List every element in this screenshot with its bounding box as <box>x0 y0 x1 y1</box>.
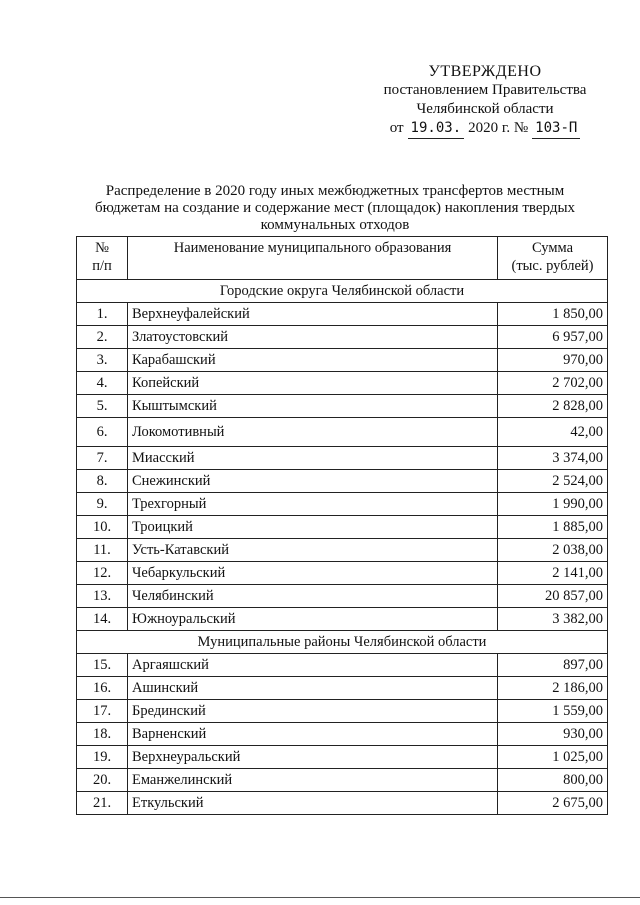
table-row <box>77 395 608 418</box>
row-amount: 930,00 <box>498 723 608 746</box>
row-amount: 897,00 <box>498 654 608 677</box>
row-number: 17. <box>77 700 128 723</box>
table-row <box>77 326 608 349</box>
row-number: 12. <box>77 562 128 585</box>
approval-date: 19.03. <box>408 119 465 139</box>
row-municipality: Верхнеуфалейский <box>128 303 498 326</box>
row-municipality: Златоустовский <box>128 326 498 349</box>
date-prefix: от <box>389 120 404 136</box>
row-number: 10. <box>77 516 128 539</box>
row-municipality: Миасский <box>128 447 498 470</box>
section-row <box>77 280 608 303</box>
row-amount: 2 038,00 <box>498 539 608 562</box>
row-number: 4. <box>77 372 128 395</box>
row-municipality: Чебаркульский <box>128 562 498 585</box>
row-amount: 2 675,00 <box>498 792 608 815</box>
header-num-line-1: № <box>95 240 109 256</box>
row-municipality: Трехгорный <box>128 493 498 516</box>
table-row <box>77 447 608 470</box>
table-row <box>77 654 608 677</box>
approval-line-1: постановлением Правительства <box>383 82 587 98</box>
row-municipality: Аргаяшский <box>128 654 498 677</box>
header-sum-line-2: (тыс. рублей) <box>511 258 594 274</box>
approval-number: 103-П <box>532 119 580 139</box>
row-number: 21. <box>77 792 128 815</box>
approval-stamp: УТВЕРЖДЕНО <box>428 63 542 80</box>
row-amount: 2 702,00 <box>498 372 608 395</box>
section-row <box>77 631 608 654</box>
distribution-table <box>76 236 608 815</box>
table-row <box>77 585 608 608</box>
row-municipality: Варненский <box>128 723 498 746</box>
table-row <box>77 677 608 700</box>
table-row <box>77 792 608 815</box>
title-line-2: бюджетам на создание и содержание мест (площадок) накопления твердых <box>94 200 576 216</box>
row-number: 20. <box>77 769 128 792</box>
row-municipality: Ашинский <box>128 677 498 700</box>
row-amount: 1 559,00 <box>498 700 608 723</box>
table-body <box>77 280 608 815</box>
row-amount: 20 857,00 <box>498 585 608 608</box>
title-line-1: Распределение в 2020 году иных межбюджетных трансфертов местным <box>105 183 565 199</box>
header-sum-line-1: Сумма <box>531 240 574 256</box>
row-amount: 2 524,00 <box>498 470 608 493</box>
table-row <box>77 470 608 493</box>
row-number: 7. <box>77 447 128 470</box>
page-bottom-rule <box>0 897 640 898</box>
header-sum <box>498 237 608 280</box>
row-number: 16. <box>77 677 128 700</box>
row-amount: 42,00 <box>498 418 608 447</box>
row-municipality: Кыштымский <box>128 395 498 418</box>
row-number: 9. <box>77 493 128 516</box>
section-title: Городские округа Челябинской области <box>77 280 608 303</box>
header-num <box>77 237 128 280</box>
row-municipality: Троицкий <box>128 516 498 539</box>
row-municipality: Брединский <box>128 700 498 723</box>
row-number: 2. <box>77 326 128 349</box>
row-number: 14. <box>77 608 128 631</box>
table-row <box>77 608 608 631</box>
row-number: 19. <box>77 746 128 769</box>
table-header-row <box>77 237 608 280</box>
row-municipality: Южноуральский <box>128 608 498 631</box>
table-row <box>77 769 608 792</box>
row-municipality: Копейский <box>128 372 498 395</box>
row-amount: 6 957,00 <box>498 326 608 349</box>
document-title <box>80 183 590 234</box>
row-amount: 2 186,00 <box>498 677 608 700</box>
row-number: 5. <box>77 395 128 418</box>
row-amount: 3 382,00 <box>498 608 608 631</box>
header-num-line-2: п/п <box>92 258 112 274</box>
row-municipality: Локомотивный <box>128 418 498 447</box>
title-line-3: коммунальных отходов <box>260 217 410 233</box>
row-municipality: Челябинский <box>128 585 498 608</box>
table-row <box>77 746 608 769</box>
row-number: 6. <box>77 418 128 447</box>
table-row <box>77 723 608 746</box>
row-number: 18. <box>77 723 128 746</box>
table-row <box>77 303 608 326</box>
approval-date-line <box>360 119 610 139</box>
table-row <box>77 493 608 516</box>
row-amount: 1 850,00 <box>498 303 608 326</box>
row-amount: 2 141,00 <box>498 562 608 585</box>
header-name: Наименование муниципального образования <box>128 237 498 280</box>
section-title: Муниципальные районы Челябинской области <box>77 631 608 654</box>
row-amount: 800,00 <box>498 769 608 792</box>
row-municipality: Карабашский <box>128 349 498 372</box>
row-number: 3. <box>77 349 128 372</box>
table-row <box>77 562 608 585</box>
row-municipality: Верхнеуральский <box>128 746 498 769</box>
row-amount: 2 828,00 <box>498 395 608 418</box>
row-municipality: Усть-Катавский <box>128 539 498 562</box>
table-row <box>77 539 608 562</box>
approval-year: 2020 г. № <box>468 120 529 136</box>
row-amount: 3 374,00 <box>498 447 608 470</box>
row-municipality: Снежинский <box>128 470 498 493</box>
row-number: 13. <box>77 585 128 608</box>
row-amount: 1 885,00 <box>498 516 608 539</box>
table-row <box>77 372 608 395</box>
row-municipality: Еткульский <box>128 792 498 815</box>
row-number: 8. <box>77 470 128 493</box>
table-row <box>77 418 608 447</box>
table-row <box>77 349 608 372</box>
row-municipality: Еманжелинский <box>128 769 498 792</box>
row-amount: 970,00 <box>498 349 608 372</box>
approval-block <box>360 62 610 139</box>
table-row <box>77 700 608 723</box>
approval-line-2: Челябинской области <box>416 101 554 117</box>
row-number: 11. <box>77 539 128 562</box>
row-amount: 1 025,00 <box>498 746 608 769</box>
row-number: 15. <box>77 654 128 677</box>
row-amount: 1 990,00 <box>498 493 608 516</box>
table-row <box>77 516 608 539</box>
row-number: 1. <box>77 303 128 326</box>
